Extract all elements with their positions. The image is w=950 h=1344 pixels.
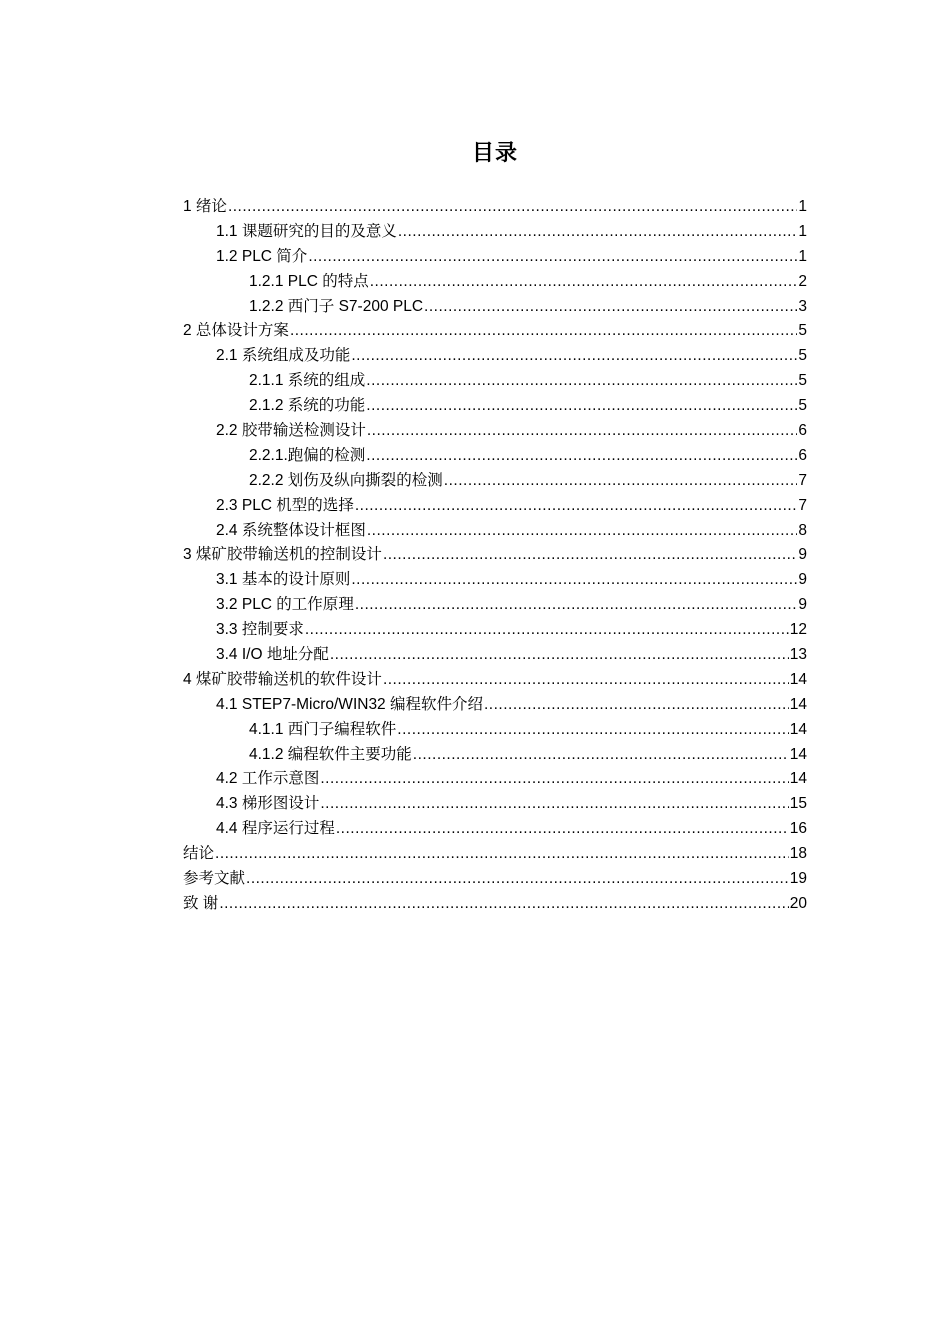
toc-entry-label: 1 绪论 — [183, 198, 227, 215]
toc-page-number: 6 — [798, 422, 807, 440]
toc-entry[interactable] — [183, 842, 807, 867]
toc-entry-label: 结论 — [183, 845, 215, 863]
toc-page-number: 14 — [789, 720, 807, 738]
toc-page-number: 14 — [789, 770, 807, 788]
toc-title: 目录 — [471, 140, 518, 165]
toc-entry-label: 2.3 PLC 机型的选择 — [216, 496, 354, 514]
toc-page-number: 7 — [798, 471, 807, 489]
toc-page-number: 9 — [798, 596, 807, 614]
toc-entry[interactable] — [183, 643, 807, 668]
toc-dot-leader — [366, 394, 797, 419]
toc-page-number: 6 — [798, 446, 807, 464]
toc-entry[interactable] — [183, 519, 807, 544]
toc-dot-leader — [383, 668, 789, 693]
toc-page-number: 7 — [798, 496, 807, 514]
toc-dot-leader — [320, 767, 788, 792]
toc-entry[interactable] — [183, 419, 807, 444]
toc-entry-label: 3 煤矿胶带输送机的控制设计 — [183, 546, 382, 564]
toc-entry-label: 参考文献 — [183, 870, 246, 888]
toc-entry-label: 1.2 PLC 简介 — [216, 247, 308, 265]
toc-page-number: 9 — [798, 546, 807, 564]
toc-page-number: 5 — [798, 347, 807, 365]
toc-dot-leader — [355, 494, 798, 519]
toc-entry-label: 1.1 课题研究的目的及意义 — [216, 222, 397, 240]
toc-entry-label: 4.1 STEP7-Micro/WIN32 编程软件介绍 — [216, 695, 483, 713]
toc-page-number: 2 — [798, 272, 807, 290]
toc-entry[interactable] — [183, 867, 807, 892]
toc-entry[interactable] — [183, 693, 807, 718]
toc-entry[interactable] — [183, 344, 807, 369]
toc-page-number: 16 — [789, 820, 807, 838]
toc-dot-leader — [366, 444, 797, 469]
toc-entry-label: 4.3 梯形图设计 — [216, 795, 320, 813]
toc-entry-label: 4.1.1 西门子编程软件 — [249, 720, 397, 738]
toc-entry[interactable] — [183, 817, 807, 842]
toc-entry[interactable] — [183, 494, 807, 519]
toc-entry-label: 2 总体设计方案 — [183, 322, 289, 340]
toc-page-number: 1 — [798, 247, 807, 265]
toc-entry-label: 4.1.2 编程软件主要功能 — [249, 745, 412, 763]
toc-entry[interactable] — [183, 319, 807, 344]
toc-entry[interactable] — [183, 767, 807, 792]
toc-dot-leader — [398, 220, 798, 245]
toc-entry-label: 2.2.1.跑偏的检测 — [249, 446, 366, 464]
toc-entry[interactable] — [183, 892, 807, 917]
toc-dot-leader — [367, 519, 798, 544]
toc-entry-label: 4.4 程序运行过程 — [216, 820, 335, 838]
toc-page-number: 5 — [798, 322, 807, 340]
toc-entry[interactable] — [183, 469, 807, 494]
toc-dot-leader — [351, 344, 797, 369]
toc-entry-label: 2.1 系统组成及功能 — [216, 347, 351, 365]
toc-entry-label: 1.2.2 西门子 S7-200 PLC — [249, 297, 424, 315]
table-of-contents — [183, 195, 807, 917]
toc-page-number: 14 — [789, 695, 807, 713]
toc-entry-label: 3.4 I/O 地址分配 — [216, 646, 329, 664]
toc-dot-leader — [383, 543, 797, 568]
toc-dot-leader — [397, 718, 788, 743]
toc-entry-label: 3.3 控制要求 — [216, 621, 304, 639]
toc-dot-leader — [305, 618, 789, 643]
toc-dot-leader — [330, 643, 789, 668]
toc-dot-leader — [290, 319, 797, 344]
toc-entry[interactable] — [183, 718, 807, 743]
toc-entry[interactable] — [183, 295, 807, 320]
toc-page-number: 19 — [789, 870, 807, 888]
toc-entry[interactable] — [183, 593, 807, 618]
toc-page-number: 20 — [789, 894, 807, 912]
toc-page-number: 5 — [798, 372, 807, 390]
toc-entry[interactable] — [183, 394, 807, 419]
toc-dot-leader — [228, 195, 797, 220]
toc-entry[interactable] — [183, 668, 807, 693]
toc-entry-label: 致 谢 — [183, 894, 219, 912]
toc-page-number: 5 — [798, 397, 807, 415]
toc-page-number: 14 — [789, 745, 807, 763]
toc-entry[interactable] — [183, 568, 807, 593]
toc-entry-label: 1.2.1 PLC 的特点 — [249, 272, 369, 290]
toc-entry[interactable] — [183, 195, 807, 220]
toc-entry-label: 4 煤矿胶带输送机的软件设计 — [183, 670, 382, 688]
toc-page-number: 13 — [789, 646, 807, 664]
toc-entry-label: 3.2 PLC 的工作原理 — [216, 596, 354, 614]
toc-page-number: 15 — [789, 795, 807, 813]
toc-entry-label: 4.2 工作示意图 — [216, 770, 320, 788]
toc-page-number: 1 — [798, 198, 807, 215]
toc-dot-leader — [367, 419, 798, 444]
toc-page-number: 18 — [789, 845, 807, 863]
toc-entry-label: 2.1.2 系统的功能 — [249, 397, 366, 415]
toc-page-number: 14 — [789, 670, 807, 688]
toc-entry[interactable] — [183, 220, 807, 245]
toc-dot-leader — [351, 568, 797, 593]
toc-entry[interactable] — [183, 792, 807, 817]
toc-entry[interactable] — [183, 270, 807, 295]
toc-dot-leader — [336, 817, 789, 842]
toc-entry[interactable] — [183, 743, 807, 768]
toc-entry-label: 2.4 系统整体设计框图 — [216, 521, 366, 539]
toc-entry-label: 3.1 基本的设计原则 — [216, 571, 351, 589]
toc-dot-leader — [246, 867, 789, 892]
toc-entry[interactable] — [183, 543, 807, 568]
toc-entry[interactable] — [183, 245, 807, 270]
toc-dot-leader — [424, 295, 797, 320]
toc-entry[interactable] — [183, 618, 807, 643]
toc-entry-label: 2.2.2 划伤及纵向撕裂的检测 — [249, 471, 443, 489]
toc-page-number: 1 — [798, 222, 807, 240]
toc-dot-leader — [413, 743, 789, 768]
toc-dot-leader — [215, 842, 789, 867]
toc-page-number: 12 — [789, 621, 807, 639]
toc-dot-leader — [308, 245, 797, 270]
toc-dot-leader — [320, 792, 788, 817]
toc-entry-label: 2.1.1 系统的组成 — [249, 372, 366, 390]
toc-dot-leader — [219, 892, 788, 917]
toc-page-number: 9 — [798, 571, 807, 589]
toc-dot-leader — [444, 469, 798, 494]
toc-dot-leader — [355, 593, 798, 618]
toc-dot-leader — [366, 369, 797, 394]
toc-entry-label: 2.2 胶带输送检测设计 — [216, 422, 366, 440]
toc-page-number: 8 — [798, 521, 807, 539]
toc-dot-leader — [484, 693, 789, 718]
toc-entry[interactable] — [183, 369, 807, 394]
toc-page-number: 3 — [798, 297, 807, 315]
toc-dot-leader — [370, 270, 798, 295]
toc-entry[interactable] — [183, 444, 807, 469]
